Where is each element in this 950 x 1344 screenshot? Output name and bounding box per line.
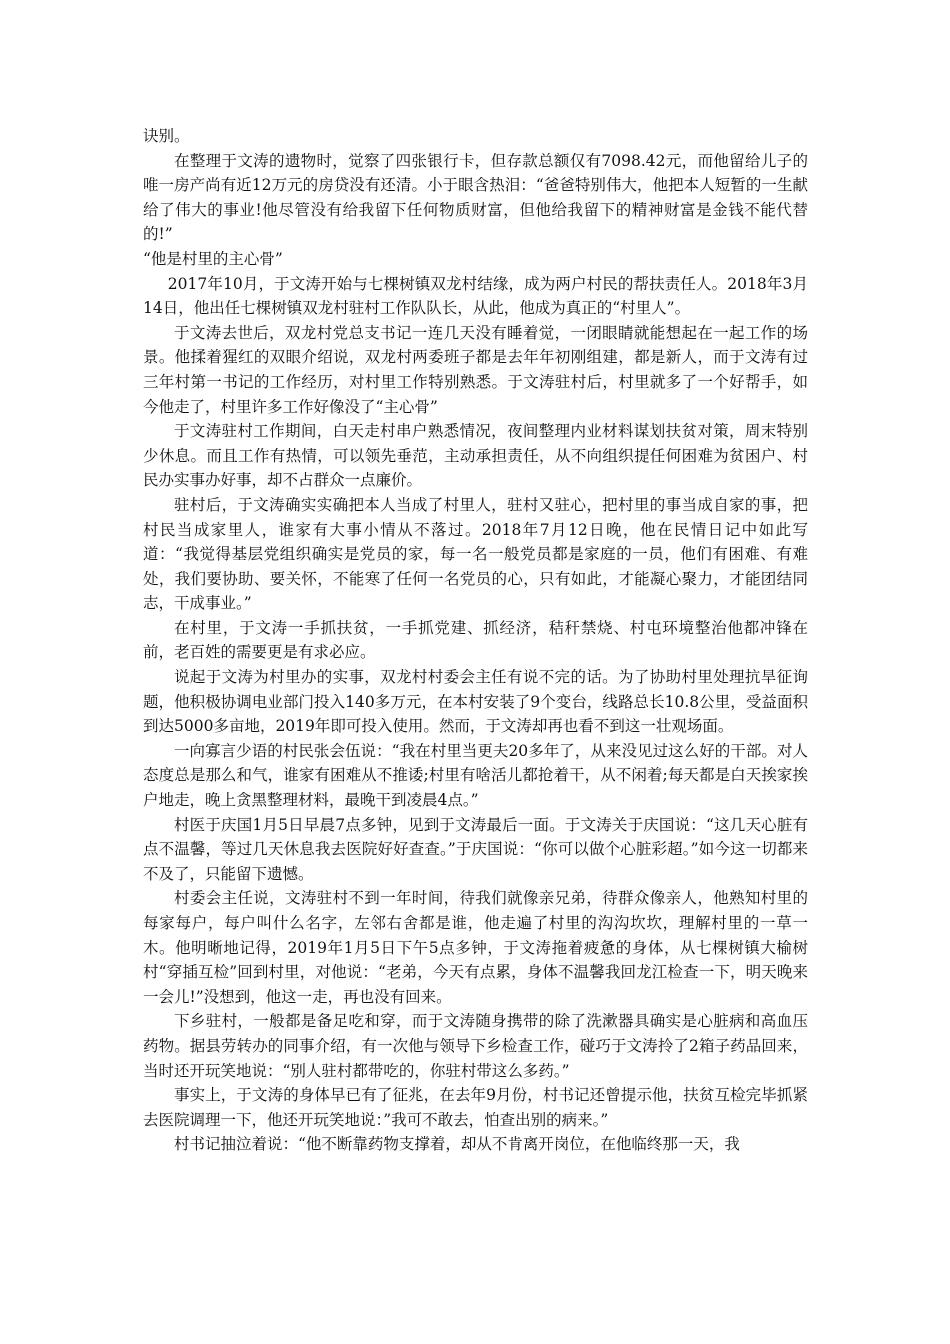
paragraph-in-village: 在村里，于文涛一手抓扶贫，一手抓党建、抓经济，秸秆禁烧、村屯环境整治他都冲锋在前，老百姓的需要更是有求必应。: [143, 618, 808, 662]
paragraph-belongings: 在整理于文涛的遗物时，觉察了四张银行卡，但存款总额仅有7098.42元，而他留给儿子的唯一房产尚有近12万元的房贷没有还清。小于眼含热泪：“爸爸特别伟大，他把本人短暂的一生献给了伟大的事业!他尽管没有给我留下任何物质财富，但他给我留下的精神财富是金钱不能代替的!”: [143, 151, 808, 244]
paragraph-village-doctor: 村医于庆国1月5日早晨7点多钟，见到于文涛最后一面。于文涛关于庆国说：“这几天心脏有点不温馨，等过几天休息我去医院好好查查。”于庆国说：“你可以做个心脏彩超。”如今这一切都来不及了，只能留下遗憾。: [143, 815, 808, 883]
document-page: [143, 124, 808, 1157]
paragraph-diary: 驻村后，于文涛确实实确把本人当成了村里人，驻村又驻心，把村里的事当成自家的事，把村民当成家里人，谁家有大事小情从不落过。2018年7月12日晚，他在民情日记中如此写道：“我觉得基层党组织确实是党员的家，每一名一般党员都是家庭的一员，他们有困难、有难处，我们要协助、要关怀，不能寒了任何一名党员的心，只有如此，才能凝心聚力，才能团结同志，干成事业。”: [143, 495, 808, 613]
paragraph-medicine: 下乡驻村，一般都是备足吃和穿，而于文涛随身携带的除了洗漱器具确实是心脏病和高血压药物。据县劳转办的同事介绍，有一次他与领导下乡检查工作，碰巧于文涛拎了2箱子药品回来，当时还开玩笑地说：“别人驻村都带吃的，你驻村带这么多药。”: [143, 1012, 808, 1080]
paragraph-2017: 2017年10月，于文涛开始与七棵树镇双龙村结缘，成为两户村民的帮扶责任人。2018年3月14日，他出任七棵树镇双龙村驻村工作队队长，从此，他成为真正的“村里人”。: [143, 274, 808, 318]
paragraph-final: 村书记抽泣着说：“他不断靠药物支撑着，却从不肯离开岗位，在他临终那一天，我: [174, 1135, 740, 1154]
paragraph-party-secretary: 于文涛去世后，双龙村党总支书记一连几天没有睡着觉，一闭眼睛就能想起在一起工作的场景。他揉着猩红的双眼介绍说，双龙村两委班子都是去年年初刚组建，都是新人，而于文涛有过三年村第一书记的工作经历，对村里工作特别熟悉。于文涛驻村后，村里就多了一个好帮手，如今他走了，村里许多工作好像没了“主心骨”: [143, 323, 808, 416]
paragraph-committee-director: 村委会主任说，文涛驻村不到一年时间，待我们就像亲兄弟，待群众像亲人，他熟知村里的每家每户，每户叫什么名字，左邻右舍都是谁，他走遍了村里的沟沟坎坎，理解村里的一草一木。他明晰地记得，2019年1月5日下午5点多钟，于文涛拖着疲惫的身体，从七棵树镇大榆树村“穿插互检”回到村里，对他说：“老弟，今天有点累，身体不温馨我回龙江检查一下，明天晚来一会儿!”没想到，他这一走，再也没有回来。: [143, 889, 808, 1006]
paragraph-villager-quote: 一向寡言少语的村民张会伍说：“我在村里当更夫20多年了，从来没见过这么好的干部。对人态度总是那么和气，谁家有困难从不推诿;村里有啥活儿都抢着干，从不闲着;每天都是白天挨家挨户地走，晚上贪黑整理材料，最晚干到凌晨4点。”: [143, 741, 808, 810]
section-heading: “他是村里的主心骨”: [143, 249, 283, 268]
paragraph-symptoms: 事实上，于文涛的身体早已有了征兆，在去年9月份，村书记还曾提示他，扶贫互检完毕抓紧去医院调理一下，他还开玩笑地说：”我可不敢去，怕查出别的病来。”: [143, 1086, 808, 1129]
paragraph-drought: 说起于文涛为村里办的实事，双龙村村委会主任有说不完的话。为了协助村里处理抗旱征询题，他积极协调电业部门投入140多万元，在本村安装了9个变台，线路总长10.8公里，受益面积到达5000多亩地，2019年即可投入使用。然而，于文涛却再也看不到这一壮观场面。: [143, 668, 808, 736]
paragraph-work-period: 于文涛驻村工作期间，白天走村串户熟悉情况，夜间整理内业材料谋划扶贫对策，周末特别少休息。而且工作有热情，可以领先垂范，主动承担责任，从不向组织提任何困难为贫困户、村民办实事办好事，却不占群众一点廉价。: [143, 422, 808, 490]
paragraph-farewell: 诀别。: [143, 127, 190, 145]
